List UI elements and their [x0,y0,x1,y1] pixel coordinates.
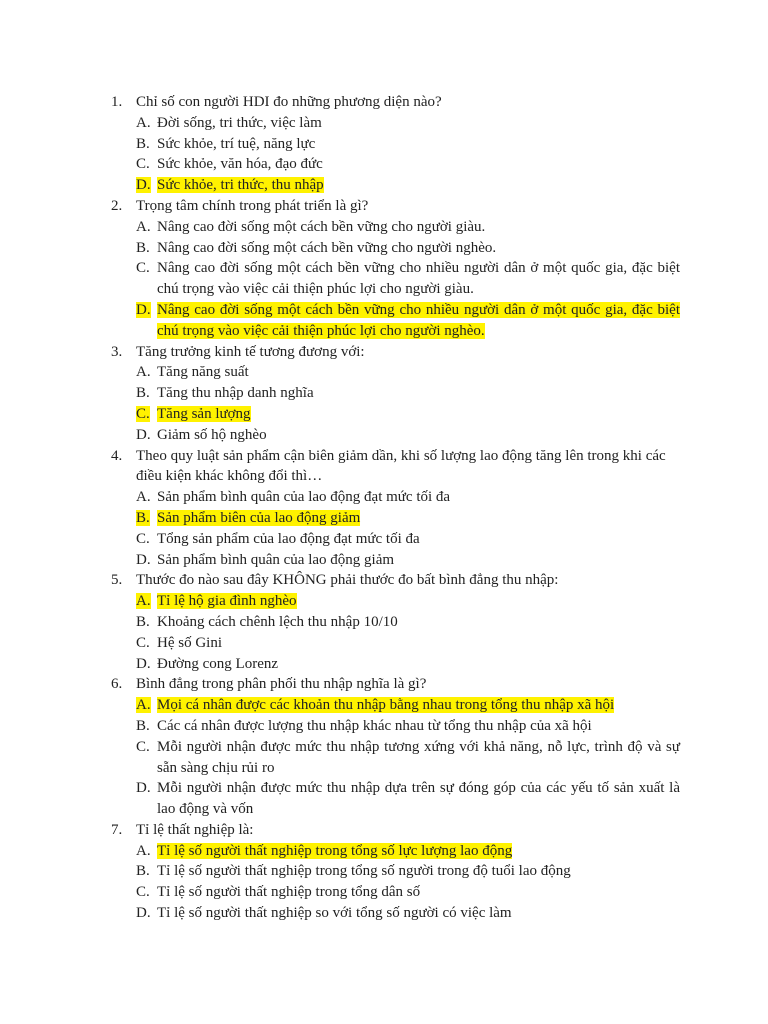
option-text: Nâng cao đời sống một cách bền vững cho người giàu. [157,218,486,235]
options-list [136,113,680,196]
option-text: Mỗi người nhận được mức thu nhập dựa trên sự đóng góp của các yếu tố sản xuất là lao động và vốn [157,780,680,818]
option-text-cell [157,529,680,550]
question-number: 7. [111,821,123,838]
question-block [111,820,680,924]
option-letter-cell [136,300,157,342]
option-text: Sản phẩm bình quân của lao động đạt mức tối đa [157,489,451,506]
option-text: Sức khỏe, trí tuệ, năng lực [157,135,316,152]
option-letter: B. [136,239,150,256]
option-letter: D. [136,426,151,443]
answer-option [136,882,680,903]
correct-answer-option [136,508,680,529]
option-text-cell [157,695,680,716]
answer-option [136,737,680,779]
option-text-cell [157,425,680,446]
option-letter-cell [136,695,157,716]
correct-answer-option [136,841,680,862]
option-letter-cell [136,550,157,571]
option-text-cell [157,487,680,508]
option-text-cell [157,861,680,882]
answer-option [136,529,680,550]
option-letter-cell [136,258,157,300]
option-letter: C. [136,156,150,173]
question-row [111,92,680,113]
option-letter-cell [136,383,157,404]
option-text-cell [157,362,680,383]
option-letter-cell [136,134,157,155]
option-letter-cell [136,404,157,425]
question-text: Trọng tâm chính trong phát triển là gì? [136,197,369,214]
option-text: Tổng sản phẩm của lao động đạt mức tối đa [157,530,420,547]
question-number: 5. [111,572,123,589]
options-list [136,841,680,924]
answer-option [136,383,680,404]
option-letter: C. [136,530,150,547]
option-letter: D. [136,551,151,568]
question-text: Chỉ số con người HDI đo những phương diện nào? [136,94,442,110]
option-letter: A. [136,364,151,381]
option-letter: A. [136,697,151,714]
option-text-cell [157,154,680,175]
answer-option [136,238,680,259]
correct-answer-option [136,404,680,425]
question-text: Bình đẳng trong phân phối thu nhập nghĩa là gì? [136,676,427,693]
option-letter-cell [136,654,157,675]
option-text-cell [157,633,680,654]
option-text: Giảm số hộ nghèo [157,426,267,443]
answer-option [136,258,680,300]
option-text-cell [157,737,680,779]
option-letter-cell [136,487,157,508]
option-letter: B. [136,863,150,880]
option-text: Mọi cá nhân được các khoản thu nhập bằng nhau trong tổng thu nhập xã hội [157,697,615,714]
option-letter: B. [136,135,150,152]
option-text-cell [157,113,680,134]
option-letter-cell [136,716,157,737]
option-text-cell [157,258,680,300]
option-letter-cell [136,529,157,550]
option-letter: B. [136,613,150,630]
option-text: Nâng cao đời sống một cách bền vững cho nhiều người dân ở một quốc gia, đặc biệt chú trọng vào việc cải thiện phúc lợi cho người nghèo. [157,301,680,339]
option-letter: D. [136,905,151,922]
option-text: Tăng sản lượng [157,405,251,422]
question-block [111,342,680,446]
option-letter: C. [136,634,150,651]
options-list [136,591,680,674]
option-text-cell [157,550,680,571]
question-block [111,196,680,342]
option-letter: A. [136,593,151,610]
option-text: Đời sống, tri thức, việc làm [157,114,322,131]
option-text: Tỉ lệ số người thất nghiệp so với tổng số người có việc làm [157,905,512,922]
option-text-cell [157,383,680,404]
option-text-cell [157,841,680,862]
question-row [111,446,680,488]
answer-option [136,362,680,383]
correct-answer-option [136,175,680,196]
option-text-cell [157,612,680,633]
question-block [111,570,680,674]
option-letter-cell [136,591,157,612]
option-letter-cell [136,903,157,924]
answer-option [136,716,680,737]
question-row [111,820,680,841]
option-text: Hệ số Gini [157,634,222,651]
option-letter-cell [136,861,157,882]
question-block [111,446,680,571]
option-letter: C. [136,884,150,901]
option-letter-cell [136,113,157,134]
option-text-cell [157,903,680,924]
option-letter: D. [136,301,151,318]
answer-option [136,425,680,446]
question-row [111,196,680,217]
option-text: Tăng thu nhập danh nghĩa [157,385,314,402]
option-text: Khoảng cách chênh lệch thu nhập 10/10 [157,613,398,630]
correct-answer-option [136,695,680,716]
option-letter: B. [136,509,150,526]
option-text-cell [157,778,680,820]
option-text-cell [157,175,680,196]
question-text: Tăng trưởng kinh tế tương đương với: [136,343,365,360]
option-text: Tỉ lệ số người thất nghiệp trong tổng dân số [157,884,421,901]
question-row [111,342,680,363]
option-text: Sức khỏe, văn hóa, đạo đức [157,156,323,173]
options-list [136,487,680,570]
option-text-cell [157,508,680,529]
option-text: Sản phẩm bình quân của lao động giảm [157,551,395,568]
option-letter-cell [136,882,157,903]
option-letter-cell [136,425,157,446]
question-text: Thước đo nào sau đây KHÔNG phải thước đo bất bình đẳng thu nhập: [136,572,559,589]
option-text: Sản phẩm biên của lao động giảm [157,509,361,526]
option-text: Nâng cao đời sống một cách bền vững cho người nghèo. [157,239,497,256]
question-number: 4. [111,447,123,464]
option-letter-cell [136,841,157,862]
option-letter-cell [136,238,157,259]
option-letter-cell [136,737,157,779]
question-number: 6. [111,676,123,693]
option-letter: D. [136,780,151,797]
option-text: Tăng năng suất [157,364,249,381]
option-text: Tỉ lệ hộ gia đình nghèo [157,593,297,610]
option-text-cell [157,217,680,238]
option-letter: B. [136,385,150,402]
option-letter: A. [136,218,151,235]
question-block [111,92,680,196]
option-text-cell [157,591,680,612]
option-text-cell [157,238,680,259]
answer-option [136,654,680,675]
question-text: Theo quy luật sản phẩm cận biên giảm dần, khi số lượng lao động tăng lên trong khi các điều kiện khác không đổi thì… [136,447,666,485]
option-text: Sức khỏe, tri thức, thu nhập [157,177,324,194]
option-letter-cell [136,362,157,383]
answer-option [136,633,680,654]
option-letter-cell [136,217,157,238]
option-text-cell [157,654,680,675]
question-row [111,674,680,695]
answer-option [136,612,680,633]
option-letter-cell [136,633,157,654]
option-letter: C. [136,260,150,277]
option-letter-cell [136,508,157,529]
option-text: Nâng cao đời sống một cách bền vững cho nhiều người dân ở một quốc gia, đặc biệt chú trọng vào việc cải thiện phúc lợi cho người giàu. [157,260,680,298]
answer-option [136,154,680,175]
option-letter-cell [136,175,157,196]
option-text-cell [157,716,680,737]
correct-answer-option [136,300,680,342]
option-letter: B. [136,717,150,734]
question-block [111,674,680,820]
option-text: Mỗi người nhận được mức thu nhập tương xứng với khả năng, nỗ lực, trình độ và sự sẵn sàng chịu rủi ro [157,738,680,776]
question-number: 3. [111,343,123,360]
question-number: 1. [111,94,123,110]
question-row [111,570,680,591]
option-text-cell [157,300,680,342]
option-letter: C. [136,405,150,422]
option-text: Các cá nhân được lượng thu nhập khác nhau từ tổng thu nhập của xã hội [157,717,592,734]
option-text: Tỉ lệ số người thất nghiệp trong tổng số người trong độ tuổi lao động [157,863,571,880]
answer-option [136,134,680,155]
option-letter: A. [136,489,151,506]
option-letter-cell [136,778,157,820]
option-letter: D. [136,177,151,194]
option-text-cell [157,134,680,155]
answer-option [136,550,680,571]
option-text: Tỉ lệ số người thất nghiệp trong tổng số lực lượng lao động [157,842,513,859]
options-list [136,362,680,445]
option-letter-cell [136,154,157,175]
options-list [136,695,680,820]
option-letter: C. [136,738,150,755]
answer-option [136,113,680,134]
option-text: Đường cong Lorenz [157,655,279,672]
option-letter-cell [136,612,157,633]
answer-option [136,903,680,924]
answer-option [136,217,680,238]
option-text-cell [157,882,680,903]
option-letter: A. [136,842,151,859]
option-text-cell [157,404,680,425]
question-number: 2. [111,197,123,214]
correct-answer-option [136,591,680,612]
answer-option [136,487,680,508]
answer-option [136,778,680,820]
options-list [136,217,680,342]
answer-option [136,861,680,882]
question-text: Tỉ lệ thất nghiệp là: [136,821,254,838]
option-letter: D. [136,655,151,672]
option-letter: A. [136,114,151,131]
